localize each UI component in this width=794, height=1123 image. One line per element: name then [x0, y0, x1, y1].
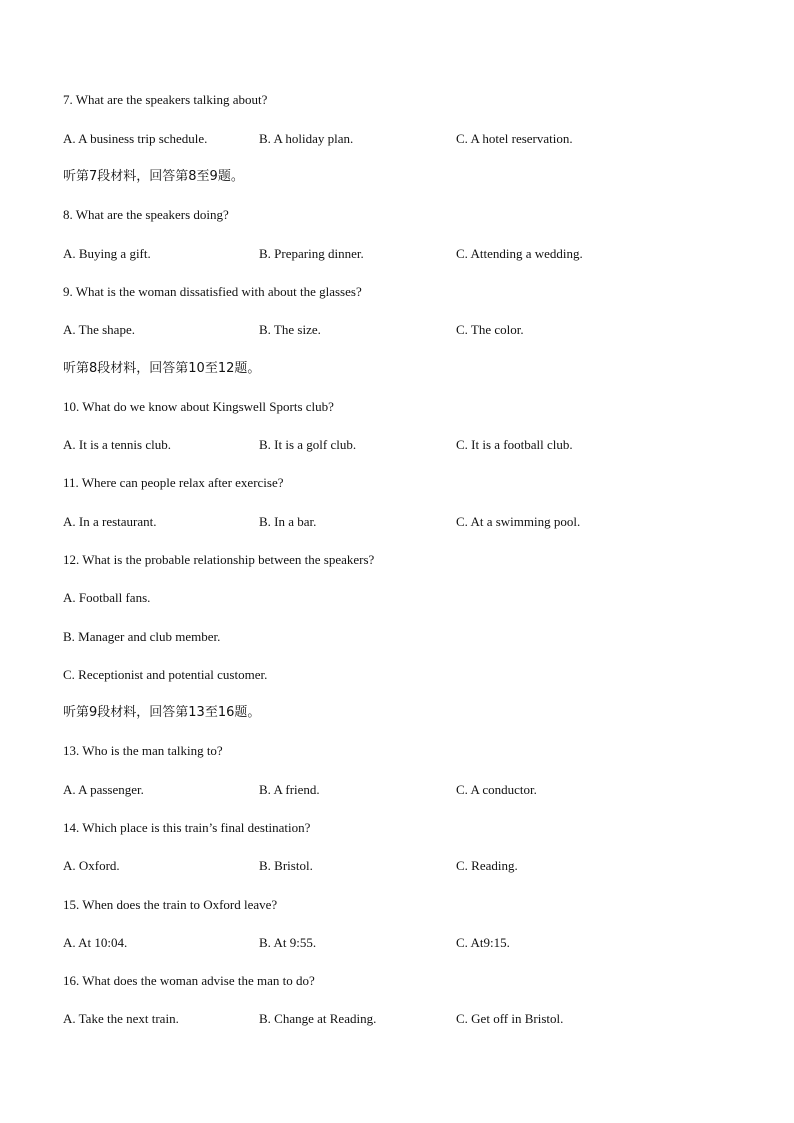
option-c: C. Get off in Bristol.: [456, 1011, 564, 1026]
option-c: C. Attending a wedding.: [456, 246, 583, 261]
question-stem: 10. What do we know about Kingswell Sports club?: [63, 399, 334, 414]
option-b: B. Change at Reading.: [259, 1011, 377, 1026]
option-b: B. A holiday plan.: [259, 131, 354, 146]
option-a: A. Oxford.: [63, 858, 120, 873]
option-c: C. At9:15.: [456, 935, 510, 950]
option-a: A. A passenger.: [63, 782, 144, 797]
option-b: B. In a bar.: [259, 514, 317, 529]
question-stem: 16. What does the woman advise the man to do?: [63, 973, 315, 988]
option-b: B. A friend.: [259, 782, 320, 797]
question-stem: 13. Who is the man talking to?: [63, 743, 223, 758]
option-a: A. Football fans.: [63, 590, 151, 605]
option-c: C. Reading.: [456, 858, 518, 873]
option-c: C. Receptionist and potential customer.: [63, 667, 268, 682]
option-a: A. It is a tennis club.: [63, 437, 171, 452]
option-c: C. The color.: [456, 322, 524, 337]
option-c: C. A hotel reservation.: [456, 131, 573, 146]
question-stem: 9. What is the woman dissatisfied with about the glasses?: [63, 284, 362, 299]
option-a: A. The shape.: [63, 322, 135, 337]
section-header: 听第9段材料，回答第13至16题。: [63, 705, 261, 720]
option-b: B. It is a golf club.: [259, 437, 357, 452]
option-b: B. Preparing dinner.: [259, 246, 364, 261]
option-b: B. The size.: [259, 322, 321, 337]
question-stem: 12. What is the probable relationship between the speakers?: [63, 552, 375, 567]
option-b: B. Manager and club member.: [63, 629, 221, 644]
option-b: B. At 9:55.: [259, 935, 317, 950]
question-stem: 7. What are the speakers talking about?: [63, 92, 268, 107]
option-c: C. It is a football club.: [456, 437, 573, 452]
section-header: 听第7段材料，回答第8至9题。: [63, 169, 244, 184]
option-a: A. Buying a gift.: [63, 246, 151, 261]
option-c: C. At a swimming pool.: [456, 514, 581, 529]
option-a: A. A business trip schedule.: [63, 131, 208, 146]
option-a: A. At 10:04.: [63, 935, 128, 950]
option-a: A. In a restaurant.: [63, 514, 157, 529]
option-c: C. A conductor.: [456, 782, 537, 797]
question-stem: 15. When does the train to Oxford leave?: [63, 897, 278, 912]
option-b: B. Bristol.: [259, 858, 313, 873]
question-stem: 8. What are the speakers doing?: [63, 207, 229, 222]
question-stem: 11. Where can people relax after exercise?: [63, 475, 284, 490]
section-header: 听第8段材料，回答第10至12题。: [63, 361, 261, 376]
question-stem: 14. Which place is this train’s final destination?: [63, 820, 311, 835]
option-a: A. Take the next train.: [63, 1011, 179, 1026]
